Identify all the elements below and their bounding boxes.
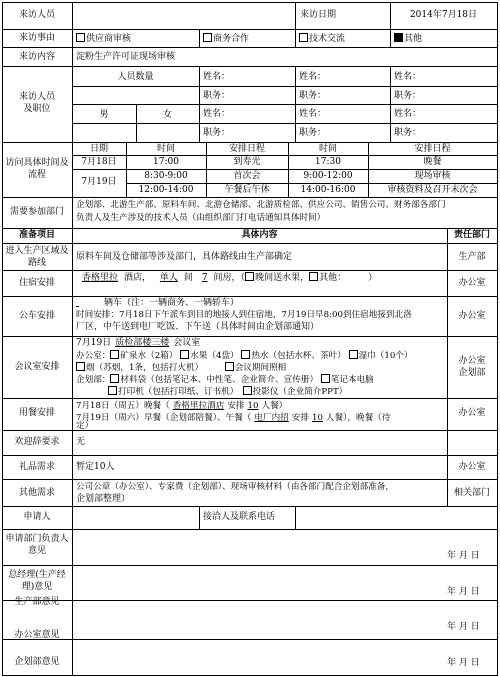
staff-name-label: 姓名： xyxy=(394,109,422,119)
schedule-cell: 14:00-16:00 xyxy=(300,185,356,195)
staff-position-label: 职务： xyxy=(203,128,231,138)
gift-label: 礼品需求 xyxy=(18,462,55,472)
row-line xyxy=(2,142,498,143)
schedule-day1: 7月18日 xyxy=(81,157,117,167)
row-line xyxy=(2,455,498,456)
row-line xyxy=(199,123,497,124)
meeting-label: 会议室安排 xyxy=(14,362,60,372)
lodging-opt-fruit: 晚间送水果， xyxy=(255,273,310,283)
checkbox-checked-icon[interactable] xyxy=(394,33,403,42)
lodging-text: ） xyxy=(368,273,378,283)
lodging-text: 间 xyxy=(183,273,193,283)
meeting-planning-opt: 材料袋（包括笔记本、中性笔、企业简介、宣传册） xyxy=(120,375,319,385)
meeting-planning-opt: 投影仪（企业简介PPT） xyxy=(252,387,348,397)
car-line2: 时间安排：7月18日下午派车到目的地接人到住宿地，7月19日早8:00到住宿地接到北洛 xyxy=(76,310,412,320)
row-line xyxy=(2,600,498,601)
checkbox-unchecked-icon[interactable] xyxy=(108,386,117,395)
meeting-planning-opt: 打印机（包括打印纸、订书机） xyxy=(118,387,235,397)
car-label: 公车安排 xyxy=(18,311,55,321)
meals-label: 用餐安排 xyxy=(18,408,55,418)
checkbox-unchecked-icon[interactable] xyxy=(110,374,119,383)
staff-position-label: 职务： xyxy=(299,128,327,138)
meeting-line1 xyxy=(76,338,200,349)
route-label-line1: 进入生产区域及 xyxy=(5,246,69,256)
other-line2: 企划部整理） xyxy=(76,494,131,504)
schedule-day2: 7月19日 xyxy=(81,177,117,187)
visit-date-label: 来访日期 xyxy=(300,10,337,20)
checkbox-unchecked-icon[interactable] xyxy=(245,272,254,281)
meeting-dept-1: 办公室 xyxy=(458,356,486,366)
checkbox-unchecked-icon[interactable] xyxy=(110,350,119,359)
col-line xyxy=(295,66,296,143)
car-line1 xyxy=(76,298,239,309)
departments-label: 需要参加部门 xyxy=(9,207,64,217)
schedule-cell: 8:30-9:00 xyxy=(144,171,188,181)
meals-line2 xyxy=(76,413,390,424)
approval-date: 年 月 日 xyxy=(447,658,480,668)
meeting-office-label: 办公室： xyxy=(76,351,111,361)
lodging-text: 间房，（ xyxy=(213,273,246,283)
schedule-cell: 17:00 xyxy=(153,157,179,167)
staff-position-label: 职务： xyxy=(203,91,231,101)
col-line xyxy=(390,29,391,48)
meeting-date: 7月19日 xyxy=(76,338,112,348)
lodging-dept: 办公室 xyxy=(458,278,486,288)
schedule-cell: 现场审核 xyxy=(414,171,451,181)
lodging-opt-other: 其他： xyxy=(319,273,347,283)
car-count-blank[interactable] xyxy=(76,298,104,309)
approval-label-line1: 生产部意见 xyxy=(14,597,60,607)
staff-position-label: 职务： xyxy=(394,128,422,138)
schedule-header-time: 时间 xyxy=(156,144,175,154)
schedule-header-plan: 安排日程 xyxy=(414,144,451,154)
prep-header-content: 具体内容 xyxy=(241,230,278,240)
staff-name-label: 姓名： xyxy=(203,72,231,82)
row-line xyxy=(199,86,497,87)
gift-content: 暂定10人 xyxy=(76,462,115,472)
meeting-office-line1 xyxy=(76,350,413,362)
schedule-header-date: 日期 xyxy=(89,144,108,154)
staff-position-label: 职务： xyxy=(299,91,327,101)
schedule-cell: 到寿光 xyxy=(233,157,261,167)
meals-count[interactable]: 10 xyxy=(311,413,323,423)
row-line xyxy=(2,243,498,244)
checkbox-unchecked-icon[interactable] xyxy=(241,350,250,359)
meals-place[interactable]: 电厂内招 xyxy=(254,413,289,423)
row-line xyxy=(126,183,497,184)
other-label: 其他需求 xyxy=(18,488,55,498)
col-line xyxy=(199,29,200,48)
checkbox-unchecked-icon[interactable] xyxy=(243,386,252,395)
meals-text: 人餐），晚餐（待 xyxy=(325,413,391,423)
row-line xyxy=(2,639,498,640)
reason-option-tech[interactable]: 技术交流 xyxy=(299,33,345,45)
checkbox-unchecked-icon[interactable] xyxy=(299,33,308,42)
checkbox-unchecked-icon[interactable] xyxy=(76,362,85,371)
col-line xyxy=(199,506,200,530)
approval-label-line2: 意见 xyxy=(27,546,46,556)
schedule-cell: 晚餐 xyxy=(423,157,442,167)
staff-name-label: 姓名： xyxy=(299,109,327,119)
meals-dept: 办公室 xyxy=(458,408,486,418)
other-line1: 公司公章（办公室）、专家费（企划部）、现场审核材料（由各部门配合企划部准备， xyxy=(76,482,394,492)
route-label-line2: 路线 xyxy=(27,258,46,268)
staff-female-label: 女 xyxy=(162,110,172,120)
checkbox-unchecked-icon[interactable] xyxy=(309,272,318,281)
row-line xyxy=(2,197,498,198)
checkbox-unchecked-icon[interactable] xyxy=(180,350,189,359)
meals-text: 安排 xyxy=(291,413,309,423)
staff-name-label: 姓名： xyxy=(203,109,231,119)
approval-label-line1: 总经理(生产经 xyxy=(8,570,66,580)
welcome-content: 无 xyxy=(76,437,86,447)
schedule-header-time: 时间 xyxy=(318,144,337,154)
meeting-room[interactable]: 质检部楼三楼 xyxy=(115,338,170,348)
meals-text: 人餐） xyxy=(261,401,288,411)
reason-option-business[interactable]: 商务合作 xyxy=(203,33,249,45)
col-line xyxy=(199,66,200,143)
content-label: 来访内容 xyxy=(18,52,55,62)
checkbox-unchecked-icon[interactable] xyxy=(203,33,212,42)
staff-name-label: 姓名： xyxy=(394,72,422,82)
prep-header-dept: 责任部门 xyxy=(453,230,490,240)
meeting-office-opt: 烟（苏烟，1条，包括打火机） xyxy=(86,363,199,373)
meeting-office-line2 xyxy=(76,362,286,374)
approval-label-line2: 理)意见 xyxy=(21,582,53,592)
approval-date: 年 月 日 xyxy=(447,587,480,597)
row-line xyxy=(72,86,199,87)
row-line xyxy=(2,47,498,48)
schedule-label-line1: 访问具体时间及 xyxy=(5,158,69,168)
meeting-planning-line1 xyxy=(76,374,374,386)
prep-header-item: 准备项目 xyxy=(18,230,55,240)
staff-label-line2: 及职位 xyxy=(23,104,51,114)
meeting-office-opt: 矿泉水（2箱） xyxy=(120,351,178,361)
border-top xyxy=(2,2,498,3)
row-line xyxy=(2,398,498,399)
checkbox-unchecked-icon[interactable] xyxy=(225,362,234,371)
reason-option-other[interactable]: 其他 xyxy=(394,33,422,45)
checkbox-unchecked-icon[interactable] xyxy=(349,350,358,359)
meeting-office-opt: 湿巾（10个） xyxy=(358,351,413,361)
schedule-cell: 午餐后午休 xyxy=(224,185,270,195)
approval-date: 年 月 日 xyxy=(447,551,480,561)
row-line xyxy=(72,169,497,170)
col-line xyxy=(295,29,296,48)
approval-date: 年 月 日 xyxy=(447,622,480,632)
car-dept: 办公室 xyxy=(458,311,486,321)
meals-text: 7月19日（周六）早餐（企划部陪餐）、午餐（ xyxy=(76,413,252,423)
departments-line2: 负责人及生产涉及的技术人员（由组织部门打电话通知具体时间） xyxy=(76,213,326,223)
staff-count-label: 人员数量 xyxy=(117,72,154,82)
schedule-cell: 17:30 xyxy=(315,157,341,167)
staff-position-label: 职务： xyxy=(394,91,422,101)
row-line xyxy=(2,506,498,507)
gift-dept: 办公室 xyxy=(458,462,486,472)
reason-label: 来访事由 xyxy=(18,33,55,43)
row-line xyxy=(199,104,497,105)
schedule-cell: 9:00-12:00 xyxy=(303,171,353,181)
row-line xyxy=(2,565,498,566)
staff-name-label: 姓名： xyxy=(299,72,327,82)
row-line xyxy=(2,296,498,297)
meals-text: 安排 xyxy=(227,401,245,411)
lodging-hotel[interactable]: 香格里拉 xyxy=(82,273,119,283)
departments-line1: 企划部、北游生产部、原料车间、北游仓储部、北游质检部、供应公司、销售公司、财务部各部门 xyxy=(76,200,446,210)
approval-label-line1: 申请部门负责人 xyxy=(5,534,69,544)
meals-text: 7月18日（周五）晚餐（ xyxy=(76,401,170,411)
reason-option-supplier[interactable]: 供应商审核 xyxy=(76,33,131,45)
checkbox-unchecked-icon[interactable] xyxy=(76,33,85,42)
meeting-dept-2: 企划部 xyxy=(458,368,486,378)
row-line xyxy=(2,270,498,271)
schedule-cell: 首次会 xyxy=(233,171,261,181)
route-content: 原料车间及仓储部等涉及部门，具体路线由生产部确定 xyxy=(76,252,293,262)
meeting-planning-opt: 笔记本电脑 xyxy=(330,375,374,385)
row-line xyxy=(2,336,498,337)
route-dept: 生产部 xyxy=(458,252,486,262)
schedule-label-line2: 流程 xyxy=(27,170,46,180)
welcome-label: 欢迎辞要求 xyxy=(14,437,60,447)
staff-label-line1: 来访人员 xyxy=(18,92,55,102)
meals-place[interactable]: 香格里拉酒店 xyxy=(172,401,225,411)
checkbox-unchecked-icon[interactable] xyxy=(321,374,330,383)
content-value[interactable]: 淀粉生产许可证现场审核 xyxy=(76,52,176,62)
col-line xyxy=(295,506,296,530)
border-bottom xyxy=(2,675,498,676)
contact-label: 接洽人及联系电话 xyxy=(203,512,276,522)
approval-label-line1: 企划部意见 xyxy=(14,657,60,667)
meals-count[interactable]: 10 xyxy=(247,401,259,411)
meeting-planning-label: 企划部： xyxy=(76,375,111,385)
row-line xyxy=(72,155,497,156)
car-line1-text: 辆车（注：一辆商务、一辆轿车） xyxy=(104,298,240,308)
row-line xyxy=(2,228,498,229)
meeting-room-suffix: 会议室 xyxy=(173,338,201,348)
schedule-cell: 审核资料及召开末次会 xyxy=(387,185,478,195)
meeting-planning-line2 xyxy=(108,386,347,398)
border-right xyxy=(497,2,498,676)
lodging-room-type[interactable]: 单人 xyxy=(159,273,178,283)
car-line3: 厂区，中午送到电厂吃饭、下午送（具体时间由企划部通知） xyxy=(76,322,320,332)
other-dept: 相关部门 xyxy=(453,488,490,498)
visitor-label: 来访人员 xyxy=(18,10,55,20)
approval-label-line1: 办公室意见 xyxy=(14,630,60,640)
lodging-room-count[interactable]: 7 xyxy=(201,273,208,283)
lodging-label: 住宿安排 xyxy=(18,278,55,288)
meeting-office-opt: 水果（4盘） xyxy=(190,351,239,361)
lodging-text: 酒店， xyxy=(124,273,152,283)
schedule-cell: 12:00-14:00 xyxy=(138,185,194,195)
meals-line3: 定） xyxy=(76,421,94,431)
visit-date-value[interactable]: 2014年7月18日 xyxy=(409,10,478,20)
meeting-office-opt: 热水（包括水杯、茶叶） xyxy=(251,351,346,361)
applicant-label: 申请人 xyxy=(23,512,51,522)
meeting-office-opt: 会议期间照相 xyxy=(234,363,287,373)
lodging-content xyxy=(76,272,377,284)
row-line xyxy=(2,29,498,30)
schedule-header-plan: 安排日程 xyxy=(228,144,265,154)
col-line xyxy=(72,2,73,676)
col-line xyxy=(295,2,296,30)
meals-line1 xyxy=(76,401,287,412)
staff-male-label: 男 xyxy=(99,110,109,120)
row-line xyxy=(2,479,498,480)
row-line xyxy=(2,66,498,67)
col-line xyxy=(390,66,391,143)
row-line xyxy=(2,529,498,530)
